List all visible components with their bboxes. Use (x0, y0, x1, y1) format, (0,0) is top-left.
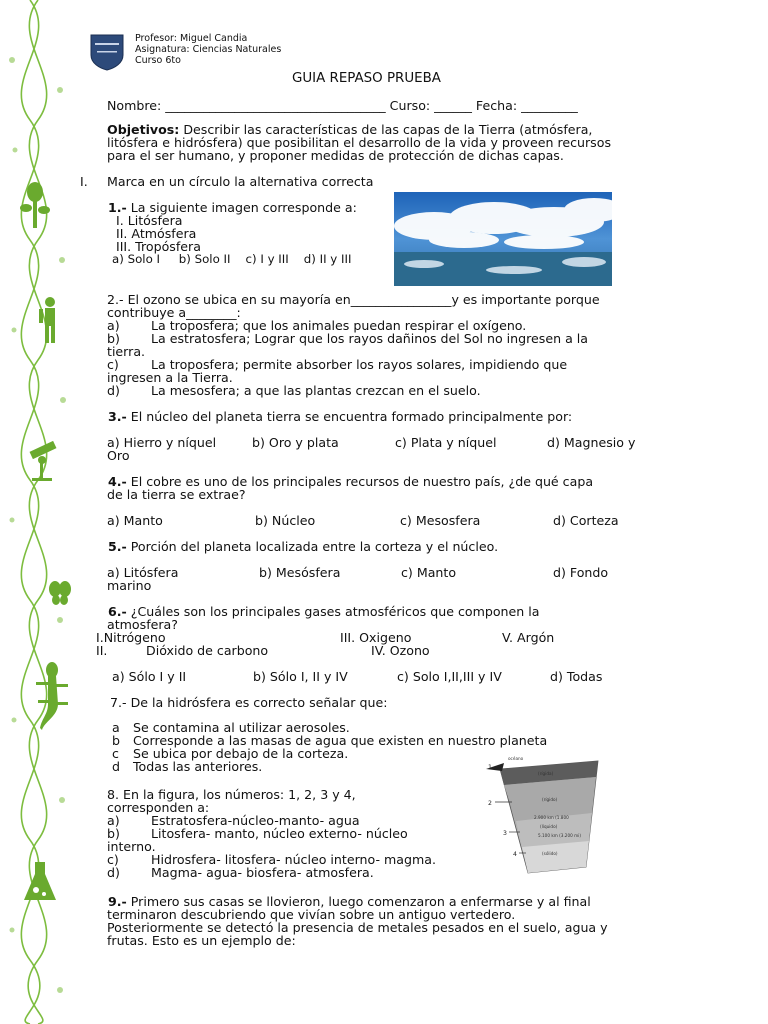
human-figure-icon (36, 296, 64, 344)
telescope-icon (26, 440, 60, 482)
q7-option-b: b Corresponde a las masas de agua que existen en nuestro planeta (112, 733, 548, 748)
q8-option-d: d) Magma- agua- biosfera- atmosfera. (107, 865, 374, 880)
q7-option-c: c Se ubica por debajo de la corteza. (112, 746, 349, 761)
flask-icon (22, 860, 58, 904)
q6-gases-row-2: II. Dióxido de carbono IV. Ozono (96, 643, 430, 658)
q6-gases-row-1: I.Nitrógeno III. Oxigeno V. Argón (96, 630, 555, 645)
q9-line-4: frutas. Esto es un ejemplo de: (107, 933, 296, 948)
q9-line-2: terminaron descubriendo que vivían sobre un antiguo vertedero. (107, 907, 516, 922)
q2-option-b: b) La estratosfera; Lograr que los rayos dañinos del Sol no ingresen a la (107, 331, 589, 346)
q2-option-a: a) La troposfera; que los animales puedan respirar el oxígeno. (107, 318, 527, 333)
clouds-atmosphere-photo (394, 192, 612, 286)
q4-line-2: de la tierra se extrae? (107, 487, 246, 502)
q2-line-1: 2.- El ozono se ubica en su mayoría en________________y es importante porque (107, 292, 600, 307)
earth-layers-diagram (482, 755, 602, 877)
seedling-icon (20, 180, 50, 230)
fig-label-crust: (rígida) (538, 771, 554, 776)
fig-label-outer-core: (líquido) (540, 824, 558, 829)
objectives-line-3: para el ser humano, y proponer medidas de protección de dichas capas. (107, 148, 564, 163)
subject-name: Asignatura: Ciencias Naturales (135, 44, 282, 55)
objectives-line-2: litósfera e hidrósfera) que posibilitan el desarrollo de la vida y proveen recursos (107, 135, 612, 150)
fig-num-3: 3 (503, 830, 507, 837)
fig-num-1: 1 (488, 764, 492, 771)
q3-option-d-cont: Oro (107, 448, 130, 463)
q2-option-b-cont: tierra. (107, 344, 146, 359)
q6-line-1: 6.- ¿Cuáles son los principales gases atmosféricos que componen la (108, 604, 540, 619)
fig-label-mantle: (rígido) (542, 797, 558, 802)
q8-option-c: c) Hidrosfera- litosfera- núcleo interno- magma. (107, 852, 436, 867)
q1-item-3: III. Tropósfera (116, 239, 201, 254)
q3-text: 3.- El núcleo del planeta tierra se encuentra formado principalmente por: (108, 409, 573, 424)
q5-text: 5.- Porción del planeta localizada entre la corteza y el núcleo. (108, 539, 499, 554)
q8-line-2: corresponden a: (107, 800, 210, 815)
objectives-line-1: Objetivos: Describir las características de las capas de la Tierra (atmósfera, (107, 122, 593, 137)
q3-options: a) Hierro y níquel b) Oro y plata c) Plata y níquel d) Magnesio y (107, 435, 636, 450)
fig-label-inner-core: (sólido) (542, 851, 558, 856)
objectives-label: Objetivos: (107, 122, 180, 137)
q4-line-1: 4.- El cobre es uno de los principales recursos de nuestro país, ¿de qué capa (108, 474, 594, 489)
q7-text: 7.- De la hidrósfera es correcto señalar que: (110, 695, 388, 710)
q5-option-d-cont: marino (107, 578, 152, 593)
q1-item-1: I. Litósfera (116, 213, 183, 228)
q2-option-c-cont: ingresen a la Tierra. (107, 370, 233, 385)
q1-options: a) Solo I b) Solo II c) I y III d) II y III (112, 252, 352, 266)
fig-label-ocean: océano (508, 756, 524, 761)
q9-line-3: Posteriormente se detectó la presencia de metales pesados en el suelo, agua y (107, 920, 608, 935)
q1-text: 1.- La siguiente imagen corresponde a: (108, 200, 357, 215)
school-crest-logo (89, 33, 125, 71)
fig-num-4: 4 (513, 851, 517, 858)
lizard-icon (32, 660, 72, 732)
q5-options: a) Litósfera b) Mesósfera c) Manto d) Fondo (107, 565, 609, 580)
q8-line-1: 8. En la figura, los números: 1, 2, 3 y 4, (107, 787, 356, 802)
course-name: Curso 6to (135, 55, 181, 66)
section-numeral: I. (80, 174, 88, 189)
q9-line-1: 9.- Primero sus casas se llovieron, luego comenzaron a enfermarse y al final (108, 894, 591, 909)
q6-options: a) Sólo I y II b) Sólo I, II y IV c) Solo I,II,III y IV d) Todas (112, 669, 603, 684)
page-title: GUIA REPASO PRUEBA (292, 71, 441, 86)
teacher-name: Profesor: Miguel Candia (135, 33, 248, 44)
q2-line-2: contribuye a________: (107, 305, 241, 320)
q6-line-2: atmosfera? (107, 617, 178, 632)
q1-item-2: II. Atmósfera (116, 226, 197, 241)
name-course-date-line: Nombre: ___________________________________ Curso: ______ Fecha: _________ (107, 98, 578, 113)
q8-option-a: a) Estratosfera-núcleo-manto- agua (107, 813, 360, 828)
q7-option-d: d Todas las anteriores. (112, 759, 263, 774)
q2-option-d: d) La mesosfera; a que las plantas crezcan en el suelo. (107, 383, 481, 398)
q2-option-c: c) La troposfera; permite absorber los rayos solares, impidiendo que (107, 357, 568, 372)
q4-options: a) Manto b) Núcleo c) Mesosfera d) Corteza (107, 513, 619, 528)
q7-option-a: a Se contamina al utilizar aerosoles. (112, 720, 350, 735)
section-instruction: Marca en un círculo la alternativa correcta (107, 174, 374, 189)
fig-label-depth-2: 5.100 km (3.200 mi) (538, 833, 581, 838)
butterfly-icon (48, 580, 72, 606)
q8-option-b: b) Litosfera- manto, núcleo externo- núcleo (107, 826, 408, 841)
q8-option-b-cont: interno. (107, 839, 156, 854)
fig-num-2: 2 (488, 800, 492, 807)
fig-label-depth-1: 2.900 km (1.800 (534, 815, 569, 820)
